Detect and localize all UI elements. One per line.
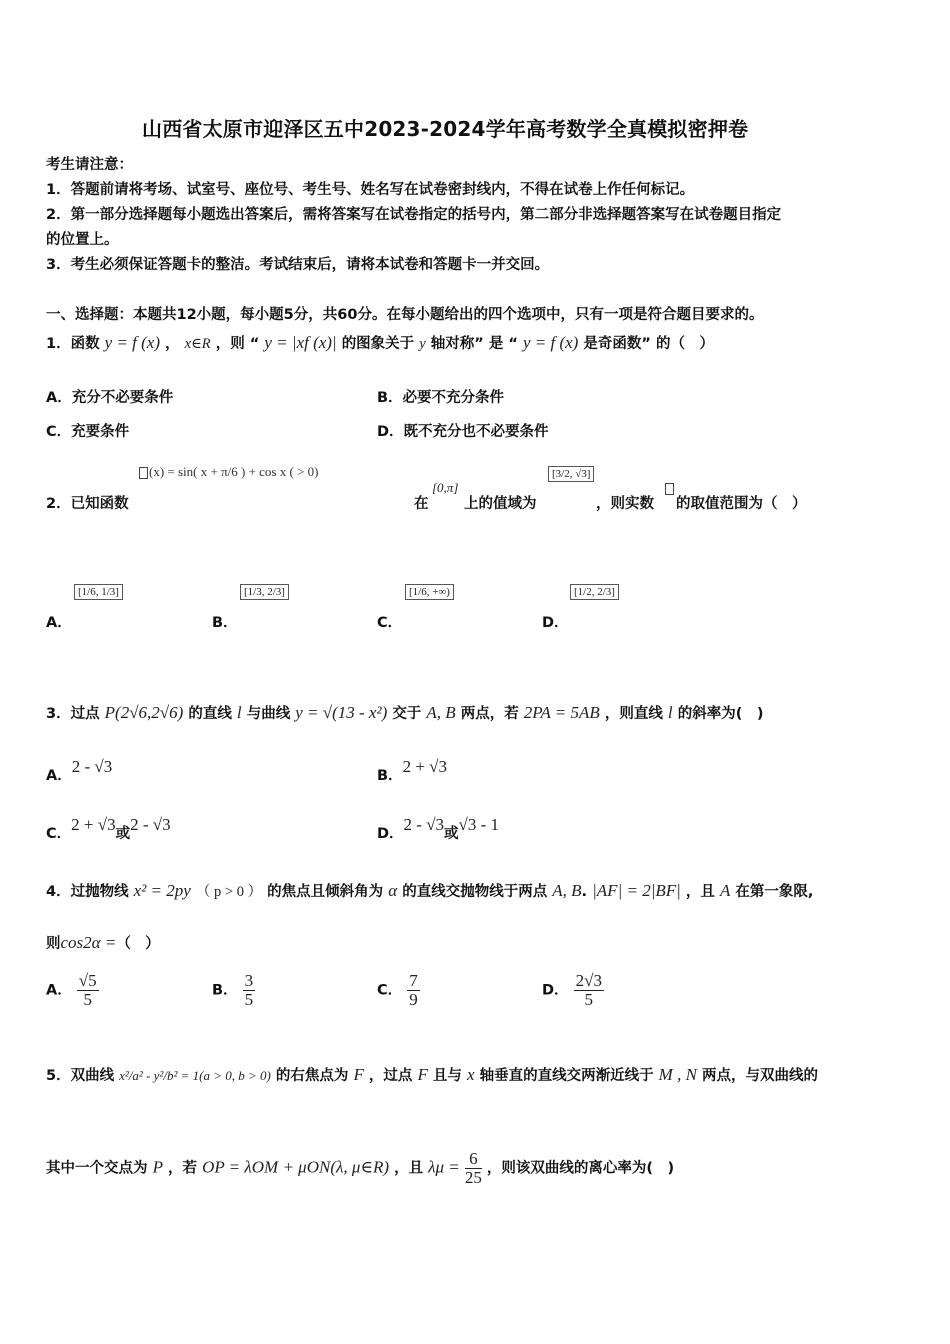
- q3-cond: 2PA = 5AB: [523, 703, 600, 722]
- q4-line2: 则cos2α =（ ）: [46, 933, 160, 952]
- q1-mid1: ，: [165, 336, 180, 352]
- question-5: 5．双曲线 x²/a² - y²/b² = 1(a > 0, b > 0) 的右焦点为 F ，过点 F 且与 x 轴垂直的直线交两渐近线于 M , N 两点，与双曲线的: [46, 1065, 818, 1084]
- q2-formula: (x) = sin( x + π/6 ) + cos x ( > 0): [138, 464, 318, 480]
- q5-vec: OP = λOM + μON(λ, μ∈R): [202, 1157, 390, 1177]
- q3-t2: 与曲线: [246, 706, 291, 722]
- q3-t4: 两点，若: [460, 706, 519, 722]
- q3-t5: ，则直线: [604, 706, 663, 722]
- notice-item-2: 2．第一部分选择题每小题选出答案后，需将答案写在试卷指定的括号内，第二部分非选择题答案写在试卷题目指定: [46, 207, 782, 223]
- q1-option-b[interactable]: B．必要不充分条件: [377, 390, 505, 406]
- q4-ab: A, B: [552, 881, 582, 900]
- q4-alpha: α: [388, 881, 398, 900]
- q2-tail: ，则实数: [596, 496, 654, 512]
- q5-x: x: [466, 1065, 475, 1084]
- q1-expr1: y = f (x): [104, 333, 161, 352]
- q1-expr3: y = |xf (x)|: [264, 333, 337, 352]
- q5-line2: 其中一个交点为 P ，若 OP = λOM + μON(λ, μ∈R) ，且 λμ = $\frac{6}{25}$ ，则该双曲线的离心率为( ): [46, 1149, 675, 1187]
- q2-option-b[interactable]: B．: [212, 615, 238, 631]
- question-1: [46, 332, 714, 353]
- section-heading: 一、选择题：本题共12小题，每小题5分，共60分。在每小题给出的四个选项中，只有一项是符合题目要求的。: [46, 307, 764, 323]
- q1-end: 是奇函数” 的（ ）: [583, 336, 714, 352]
- q2-range: [3/2, √3]: [548, 462, 594, 482]
- q3-option-b[interactable]: B．2 + √3: [377, 757, 447, 784]
- q5-f-2: F: [417, 1065, 428, 1084]
- q2-option-c[interactable]: C．: [377, 615, 403, 631]
- q1-expr2: x∈R: [184, 336, 211, 352]
- q5-p: P: [152, 1157, 163, 1177]
- q2-tail2: 的取值范围为（ ）: [676, 496, 807, 512]
- q1-option-d[interactable]: D．既不充分也不必要条件: [377, 424, 549, 440]
- q1-expr5: y = f (x): [522, 333, 579, 352]
- q1-option-a[interactable]: A．充分不必要条件: [46, 390, 174, 406]
- q3-curve: y = √(13 - x²): [295, 703, 388, 722]
- q2-option-d[interactable]: D．: [542, 615, 569, 631]
- q3-line-l-2: l: [667, 703, 673, 722]
- q4-option-d[interactable]: D． $\frac{2√3}{5}$: [542, 971, 602, 1009]
- q4-option-a[interactable]: A． $\frac{√5}{5}$: [46, 971, 97, 1009]
- q3-option-c[interactable]: C．2 + √3或2 - √3: [46, 815, 171, 842]
- q3-prefix: 3．过点: [46, 706, 100, 722]
- q4-cond: （ p > 0 ）: [195, 884, 263, 900]
- q2-option-b-value: [1/3, 2/3]: [240, 580, 289, 600]
- q4-option-c[interactable]: C． $\frac{7}{9}$: [377, 971, 418, 1009]
- q1-mid3: 的图象关于: [341, 336, 415, 352]
- q2-range-label: 上的值域为: [464, 496, 537, 512]
- q3-t3: 交于: [392, 706, 422, 722]
- q4-rel: |AF| = 2|BF|: [592, 881, 681, 900]
- q2-interval: [0,π]: [432, 480, 459, 495]
- q1-mid4: 轴对称” 是 “: [430, 336, 518, 352]
- q3-ab: A, B: [426, 703, 456, 722]
- q2-in: 在: [414, 496, 429, 512]
- q1-mid2: ，则 “: [215, 336, 260, 352]
- q2-option-a[interactable]: A．: [46, 615, 72, 631]
- q3-t6: 的斜率为( ): [677, 706, 764, 722]
- q2-placeholder-icon: [664, 478, 675, 497]
- q3-option-a[interactable]: A．2 - √3: [46, 757, 113, 784]
- notice-item-1: 1．答题前请将考场、试室号、座位号、考生号、姓名写在试卷密封线内，不得在试卷上作任何标记。: [46, 182, 695, 198]
- missing-glyph-icon: [139, 467, 148, 479]
- q5-lm: λμ =: [428, 1157, 460, 1177]
- q5-lm-frac: $\frac{6}{25}$: [464, 1149, 482, 1187]
- q3-option-d[interactable]: D．2 - √3或√3 - 1: [377, 815, 500, 842]
- q4-parabola: x² = 2py: [133, 881, 191, 900]
- q3-point: P(2√6,2√6): [104, 703, 184, 722]
- q3-line-l: l: [236, 703, 242, 722]
- q4-a: A: [719, 881, 731, 900]
- page-title: 山西省太原市迎泽区五中2023-2024学年高考数学全真模拟密押卷: [142, 117, 749, 141]
- notice-item-2-cont: 的位置上。: [46, 232, 119, 248]
- notice-item-3: 3．考生必须保证答题卡的整洁。考试结束后，请将本试卷和答题卡一并交回。: [46, 257, 550, 273]
- q4-option-b[interactable]: B． $\frac{3}{5}$: [212, 971, 254, 1009]
- question-3: [46, 702, 763, 723]
- q1-option-c[interactable]: C．充要条件: [46, 424, 130, 440]
- question-4: 4．过抛物线 x² = 2py （ p > 0 ） 的焦点且倾斜角为 α 的直线交抛物线于两点 A, B. |AF| = 2|BF| ，且 A 在第一象限,: [46, 881, 814, 900]
- q2-option-c-value: [1/6, +∞): [405, 580, 454, 600]
- q5-hyperbola: x²/a² - y²/b² = 1(a > 0, b > 0): [119, 1068, 271, 1083]
- q2-prefix: 2．已知函数: [46, 496, 129, 512]
- q5-mn: M , N: [658, 1065, 697, 1084]
- notice-heading: 考生请注意：: [46, 157, 133, 173]
- q1-prefix: 1．函数: [46, 336, 100, 352]
- q2-option-d-value: [1/2, 2/3]: [570, 580, 619, 600]
- q5-f: F: [353, 1065, 364, 1084]
- q2-option-a-value: [1/6, 1/3]: [74, 580, 123, 600]
- q3-t1: 的直线: [188, 706, 232, 722]
- q4-cos: cos2α =: [60, 933, 117, 952]
- q1-expr4: y: [419, 336, 426, 352]
